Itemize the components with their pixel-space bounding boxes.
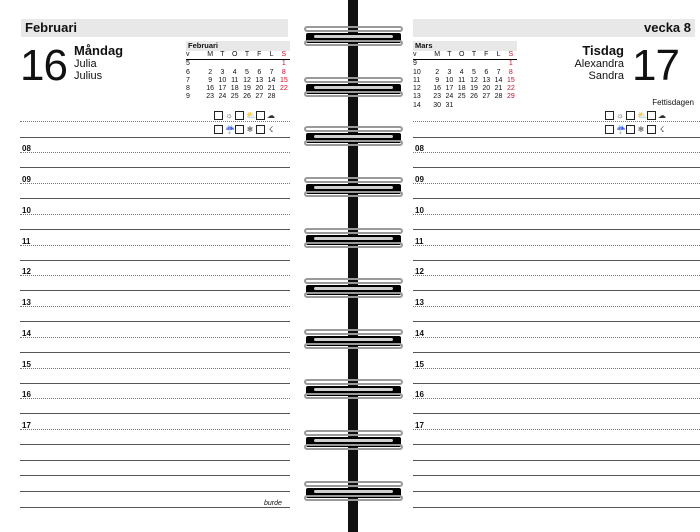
note-line[interactable] bbox=[20, 183, 290, 184]
note-line[interactable] bbox=[413, 383, 700, 384]
calendar-day[interactable]: 4 bbox=[459, 68, 464, 76]
calendar-day[interactable]: 24 bbox=[218, 93, 227, 101]
hour-label: 16 bbox=[22, 390, 31, 399]
note-line[interactable] bbox=[20, 214, 290, 215]
calendar-day[interactable]: 19 bbox=[243, 85, 251, 93]
mini-calendar bbox=[413, 41, 517, 110]
calendar-day[interactable]: 17 bbox=[445, 85, 454, 93]
name-day-2: Julius bbox=[74, 70, 103, 82]
week-number: 8 bbox=[186, 85, 190, 93]
weekday-header: T bbox=[443, 51, 455, 60]
calendar-day[interactable]: 23 bbox=[433, 93, 442, 101]
calendar-day[interactable]: 29 bbox=[506, 93, 515, 101]
checkbox[interactable] bbox=[214, 111, 223, 120]
calendar-day[interactable]: 13 bbox=[482, 76, 491, 84]
calendar-day[interactable]: 18 bbox=[457, 85, 466, 93]
week-number: 12 bbox=[413, 85, 421, 93]
weekday-header: M bbox=[431, 51, 443, 60]
calendar-day[interactable]: 9 bbox=[435, 76, 440, 84]
calendar-day bbox=[505, 102, 517, 110]
left-page bbox=[0, 0, 300, 532]
calendar-day[interactable]: 25 bbox=[230, 93, 239, 101]
calendar-day bbox=[253, 60, 265, 69]
mini-calendar-week bbox=[186, 77, 290, 85]
note-line[interactable] bbox=[20, 260, 290, 261]
hour-label: 11 bbox=[415, 237, 424, 246]
calendar-day[interactable]: 10 bbox=[445, 76, 454, 84]
snow-icon: ❄ bbox=[637, 125, 645, 134]
weekday-header: T bbox=[468, 51, 480, 60]
week-number: 11 bbox=[413, 76, 421, 84]
note-line[interactable] bbox=[20, 306, 290, 307]
week-column-header: v bbox=[186, 51, 204, 60]
note-line[interactable] bbox=[413, 152, 700, 153]
note-line[interactable] bbox=[413, 368, 700, 369]
calendar-day[interactable]: 6 bbox=[484, 68, 489, 76]
weather-row bbox=[605, 125, 679, 136]
spiral-ring bbox=[306, 430, 401, 452]
week-number: 9 bbox=[186, 93, 190, 101]
note-line[interactable] bbox=[20, 368, 290, 369]
note-line[interactable] bbox=[20, 229, 290, 230]
note-line[interactable] bbox=[413, 491, 700, 492]
spiral-ring bbox=[306, 77, 401, 99]
partly-cloudy-icon: ⛅ bbox=[637, 111, 647, 120]
note-line[interactable] bbox=[413, 321, 700, 322]
checkbox[interactable] bbox=[647, 111, 656, 120]
checkbox[interactable] bbox=[626, 111, 635, 120]
sun-icon: ☼ bbox=[225, 111, 233, 120]
calendar-day[interactable]: 15 bbox=[279, 76, 288, 84]
mini-calendar-week bbox=[186, 85, 290, 93]
calendar-day bbox=[468, 102, 480, 110]
snow-icon: ❄ bbox=[246, 125, 254, 134]
calendar-day[interactable]: 28 bbox=[494, 93, 503, 101]
hour-label: 12 bbox=[415, 267, 424, 276]
calendar-day[interactable]: 16 bbox=[433, 85, 442, 93]
spiral-ring bbox=[306, 126, 401, 148]
calendar-day bbox=[216, 60, 228, 69]
note-line[interactable] bbox=[20, 444, 290, 445]
note-line[interactable] bbox=[20, 167, 290, 168]
calendar-day[interactable]: 10 bbox=[218, 76, 227, 84]
note-line[interactable] bbox=[20, 290, 290, 291]
calendar-day[interactable]: 21 bbox=[494, 85, 503, 93]
note-line[interactable] bbox=[20, 337, 290, 338]
calendar-day[interactable]: 6 bbox=[257, 68, 262, 76]
weekday-header: F bbox=[480, 51, 492, 60]
hour-label: 11 bbox=[22, 237, 31, 246]
thunder-icon: ☇ bbox=[268, 125, 274, 134]
day-number: 16 bbox=[20, 41, 67, 90]
rain-icon: ☔ bbox=[225, 125, 235, 134]
note-line[interactable] bbox=[20, 398, 290, 399]
mini-calendar-week bbox=[186, 93, 290, 101]
hour-label: 13 bbox=[415, 298, 424, 307]
calendar-day[interactable]: 8 bbox=[508, 68, 513, 76]
calendar-day[interactable]: 18 bbox=[230, 85, 239, 93]
calendar-day[interactable]: 11 bbox=[458, 76, 466, 84]
note-line[interactable] bbox=[413, 260, 700, 261]
note-line[interactable] bbox=[413, 290, 700, 291]
hour-label: 17 bbox=[415, 421, 424, 430]
note-line[interactable] bbox=[413, 183, 700, 184]
checkbox[interactable] bbox=[235, 111, 244, 120]
mini-calendar-header bbox=[186, 51, 290, 60]
calendar-day[interactable]: 20 bbox=[482, 85, 491, 93]
mini-calendar-week bbox=[413, 69, 517, 77]
calendar-day[interactable]: 31 bbox=[445, 101, 454, 109]
week-column-header: v bbox=[413, 51, 431, 60]
calendar-day[interactable]: 12 bbox=[243, 76, 251, 84]
hour-label: 09 bbox=[415, 175, 424, 184]
hour-label: 12 bbox=[22, 267, 31, 276]
hour-label: 15 bbox=[415, 360, 424, 369]
calendar-day[interactable]: 3 bbox=[447, 68, 452, 76]
checkbox[interactable] bbox=[214, 125, 223, 134]
thunder-icon: ☇ bbox=[659, 125, 665, 134]
weekday-header: L bbox=[265, 51, 277, 60]
calendar-day bbox=[456, 60, 468, 69]
hour-label: 15 bbox=[22, 360, 31, 369]
weekday-header: T bbox=[216, 51, 228, 60]
hour-label: 10 bbox=[22, 206, 31, 215]
note-line[interactable] bbox=[20, 275, 290, 276]
week-number: 5 bbox=[186, 60, 190, 68]
note-line[interactable] bbox=[20, 491, 290, 492]
weekday-header: S bbox=[505, 51, 517, 60]
calendar-day bbox=[492, 60, 504, 69]
calendar-day[interactable]: 3 bbox=[220, 68, 225, 76]
day-name: Tisdag bbox=[582, 43, 624, 58]
week-number: 9 bbox=[413, 60, 417, 68]
hour-label: 09 bbox=[22, 175, 31, 184]
checkbox[interactable] bbox=[626, 125, 635, 134]
calendar-day[interactable]: 4 bbox=[232, 68, 237, 76]
mini-calendar bbox=[186, 41, 290, 102]
right-page bbox=[410, 0, 700, 532]
note-line[interactable] bbox=[20, 383, 290, 384]
month-header: Februari bbox=[21, 19, 288, 37]
calendar-day[interactable]: 15 bbox=[506, 76, 515, 84]
calendar-day[interactable]: 25 bbox=[457, 93, 466, 101]
note-line[interactable] bbox=[413, 306, 700, 307]
hour-label: 10 bbox=[415, 206, 424, 215]
mini-calendar-week bbox=[186, 69, 290, 77]
spiral-ring bbox=[306, 278, 401, 300]
note-line[interactable] bbox=[413, 460, 700, 461]
week-number: 7 bbox=[186, 76, 190, 84]
hour-label: 14 bbox=[22, 329, 31, 338]
note-line[interactable] bbox=[413, 137, 700, 138]
spiral-ring bbox=[306, 26, 401, 48]
checkbox[interactable] bbox=[647, 125, 656, 134]
calendar-day[interactable]: 22 bbox=[506, 85, 515, 93]
note-line[interactable] bbox=[413, 214, 700, 215]
hour-label: 13 bbox=[22, 298, 31, 307]
calendar-day bbox=[480, 60, 492, 69]
holiday-label: Fettisdagen bbox=[652, 98, 694, 107]
note-line[interactable] bbox=[413, 198, 700, 199]
calendar-day bbox=[456, 102, 468, 110]
mini-calendar-grid bbox=[186, 51, 290, 102]
calendar-day[interactable]: 27 bbox=[482, 93, 491, 101]
calendar-day bbox=[431, 60, 443, 69]
mini-calendar-week bbox=[413, 85, 517, 93]
hour-label: 17 bbox=[22, 421, 31, 430]
calendar-day[interactable]: 7 bbox=[269, 68, 274, 76]
week-number: 10 bbox=[413, 68, 421, 76]
weekday-header: L bbox=[492, 51, 504, 60]
mini-calendar-week bbox=[186, 60, 290, 69]
calendar-day[interactable]: 1 bbox=[508, 60, 513, 68]
rain-icon: ☔ bbox=[616, 125, 626, 134]
calendar-day bbox=[492, 102, 504, 110]
hour-label: 08 bbox=[415, 144, 424, 153]
calendar-day bbox=[265, 60, 277, 69]
note-line[interactable] bbox=[413, 507, 700, 508]
note-line[interactable] bbox=[413, 337, 700, 338]
weekday-header: S bbox=[278, 51, 290, 60]
spiral-ring bbox=[306, 379, 401, 401]
calendar-day[interactable]: 14 bbox=[494, 76, 503, 84]
checkbox[interactable] bbox=[605, 125, 614, 134]
note-line[interactable] bbox=[20, 475, 290, 476]
partly-cloudy-icon: ⛅ bbox=[246, 111, 256, 120]
mini-calendar-week bbox=[413, 60, 517, 69]
calendar-day[interactable]: 26 bbox=[243, 93, 251, 101]
calendar-day[interactable]: 5 bbox=[245, 68, 249, 76]
note-line[interactable] bbox=[20, 429, 290, 430]
calendar-day[interactable]: 14 bbox=[267, 76, 276, 84]
mini-calendar-week bbox=[413, 77, 517, 85]
note-line[interactable] bbox=[20, 321, 290, 322]
calendar-day[interactable]: 27 bbox=[255, 93, 264, 101]
mini-calendar-week bbox=[413, 93, 517, 101]
calendar-day[interactable]: 21 bbox=[267, 85, 276, 93]
note-line[interactable] bbox=[20, 245, 290, 246]
name-day-2: Sandra bbox=[588, 70, 624, 82]
weather-row bbox=[214, 125, 288, 136]
mini-calendar-title: Mars bbox=[413, 41, 517, 51]
calendar-day[interactable]: 20 bbox=[255, 85, 264, 93]
calendar-day bbox=[204, 60, 216, 69]
calendar-day bbox=[468, 60, 480, 69]
calendar-day[interactable]: 13 bbox=[255, 76, 264, 84]
calendar-day[interactable]: 26 bbox=[470, 93, 478, 101]
cloud-icon: ☁ bbox=[658, 111, 666, 120]
calendar-day bbox=[229, 60, 241, 69]
day-name: Måndag bbox=[74, 43, 124, 58]
note-line[interactable] bbox=[20, 198, 290, 199]
sun-icon: ☼ bbox=[616, 111, 624, 120]
week-number: 14 bbox=[413, 101, 421, 109]
day-info bbox=[568, 44, 624, 82]
spiral-ring bbox=[306, 329, 401, 351]
calendar-day[interactable]: 5 bbox=[472, 68, 476, 76]
weekday-header: M bbox=[204, 51, 216, 60]
calendar-day[interactable]: 9 bbox=[208, 76, 213, 84]
calendar-day[interactable]: 12 bbox=[470, 76, 478, 84]
calendar-day[interactable]: 8 bbox=[281, 68, 286, 76]
note-line[interactable] bbox=[20, 152, 290, 153]
note-line[interactable] bbox=[20, 137, 290, 138]
calendar-day[interactable]: 2 bbox=[435, 68, 440, 76]
note-line[interactable] bbox=[413, 167, 700, 168]
spiral-ring bbox=[306, 481, 401, 503]
calendar-day[interactable]: 1 bbox=[281, 60, 286, 68]
note-line[interactable] bbox=[413, 413, 700, 414]
note-line[interactable] bbox=[413, 245, 700, 246]
hour-label: 16 bbox=[415, 390, 424, 399]
day-number: 17 bbox=[632, 41, 679, 90]
calendar-day[interactable]: 19 bbox=[470, 85, 478, 93]
weekday-header: T bbox=[241, 51, 253, 60]
week-number: 13 bbox=[413, 93, 421, 101]
note-line[interactable] bbox=[413, 352, 700, 353]
name-day-1: Alexandra bbox=[574, 58, 624, 70]
weekday-header: F bbox=[253, 51, 265, 60]
note-line[interactable] bbox=[413, 475, 700, 476]
weekday-header: O bbox=[229, 51, 241, 60]
calendar-day[interactable]: 23 bbox=[206, 93, 215, 101]
calendar-day[interactable]: 2 bbox=[208, 68, 213, 76]
calendar-day[interactable]: 11 bbox=[231, 76, 239, 84]
checkbox[interactable] bbox=[605, 111, 614, 120]
checkbox[interactable] bbox=[235, 125, 244, 134]
calendar-day bbox=[443, 60, 455, 69]
calendar-day[interactable]: 16 bbox=[206, 85, 215, 93]
note-line[interactable] bbox=[20, 507, 290, 508]
calendar-day[interactable]: 7 bbox=[496, 68, 501, 76]
note-line[interactable] bbox=[413, 398, 700, 399]
brand-logo: burde bbox=[264, 500, 282, 507]
mini-calendar-week bbox=[413, 102, 517, 110]
calendar-day[interactable]: 28 bbox=[267, 93, 276, 101]
note-line[interactable] bbox=[20, 352, 290, 353]
spiral-ring bbox=[306, 228, 401, 250]
mini-calendar-title: Februari bbox=[186, 41, 290, 51]
calendar-day[interactable]: 17 bbox=[218, 85, 227, 93]
note-line[interactable] bbox=[20, 413, 290, 414]
spiral-ring bbox=[306, 177, 401, 199]
hour-label: 14 bbox=[415, 329, 424, 338]
day-info bbox=[74, 44, 123, 82]
note-line[interactable] bbox=[413, 429, 700, 430]
note-line[interactable] bbox=[20, 460, 290, 461]
checkbox[interactable] bbox=[256, 125, 265, 134]
calendar-day[interactable]: 24 bbox=[445, 93, 454, 101]
note-line[interactable] bbox=[413, 229, 700, 230]
note-line[interactable] bbox=[413, 275, 700, 276]
mini-calendar-grid bbox=[413, 51, 517, 110]
hour-label: 08 bbox=[22, 144, 31, 153]
note-line[interactable] bbox=[413, 444, 700, 445]
checkbox[interactable] bbox=[256, 111, 265, 120]
note-line[interactable] bbox=[413, 121, 700, 122]
calendar-day[interactable]: 22 bbox=[279, 85, 288, 93]
calendar-day[interactable]: 30 bbox=[433, 101, 442, 109]
name-day-1: Julia bbox=[74, 58, 97, 70]
week-header: vecka 8 bbox=[413, 19, 695, 37]
note-line[interactable] bbox=[20, 121, 290, 122]
cloud-icon: ☁ bbox=[267, 111, 275, 120]
week-number: 6 bbox=[186, 68, 190, 76]
calendar-day bbox=[480, 102, 492, 110]
calendar-day bbox=[278, 93, 290, 101]
mini-calendar-header bbox=[413, 51, 517, 60]
calendar-day bbox=[241, 60, 253, 69]
weekday-header: O bbox=[456, 51, 468, 60]
